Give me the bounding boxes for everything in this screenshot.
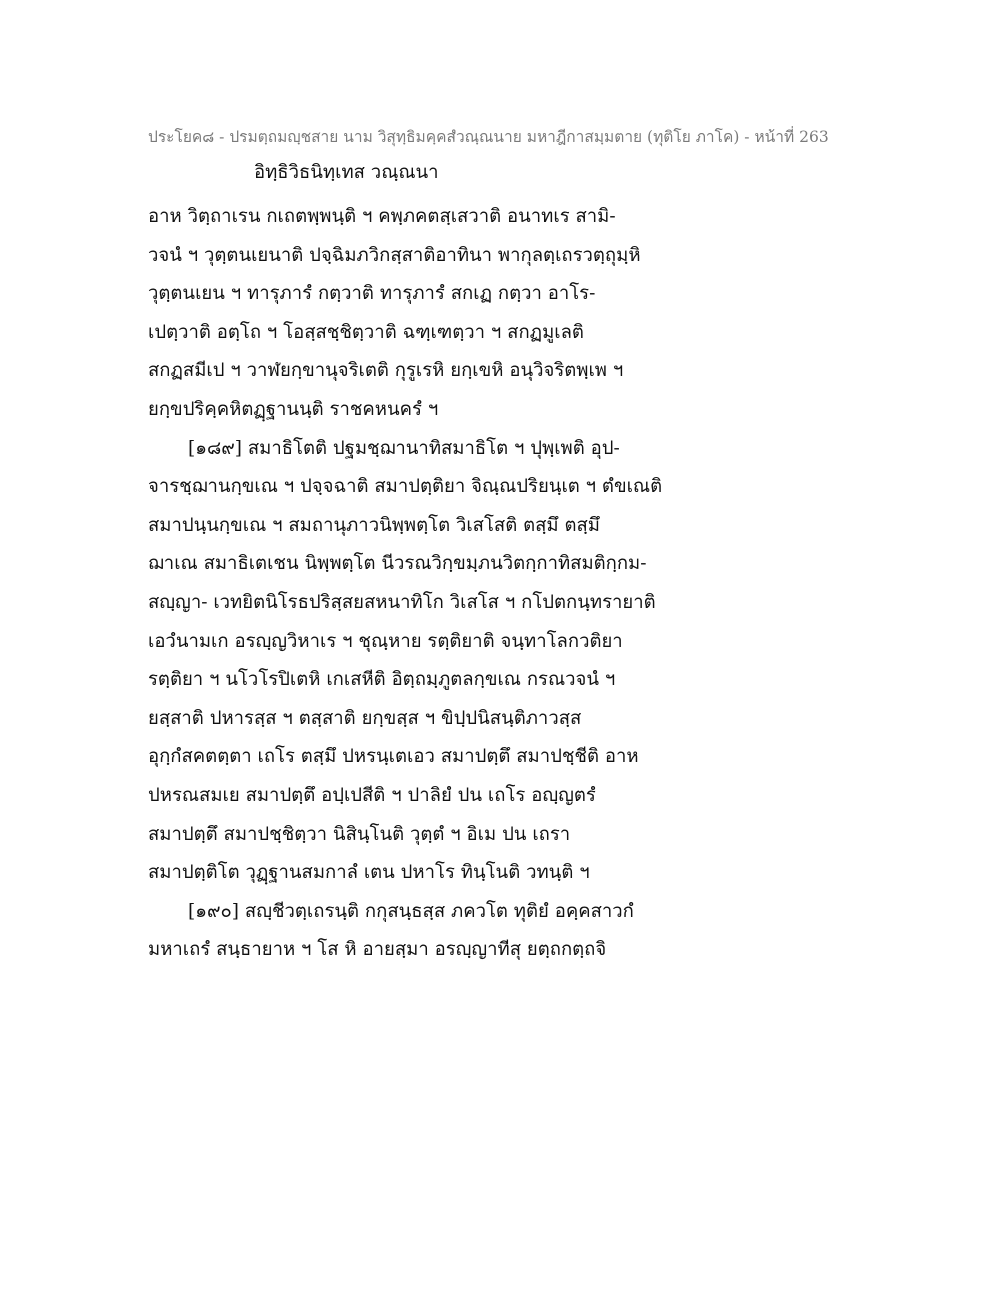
text-line: ปหรณสมเย สมาปตฺตึ อปฺเปสีติ ฯ ปาลิยํ ปน เถโร อญฺญตรํ — [148, 784, 596, 806]
text-line: เอวํนามเก อรญฺญวิหาเร ฯ ชุณฺหาย รตฺติยาติ จนฺทาโลกวติยา — [148, 630, 623, 652]
text-line: สกฏสมีเป ฯ วาฬยกฺขานุจริเตติ กุรูเรหิ ยกฺเขหิ อนุวิจริตพฺเพ ฯ — [148, 360, 624, 382]
text-line: ยกฺขปริคฺคหิตฏฺฐานนฺติ ราชคหนครํ ฯ — [148, 398, 439, 420]
text-line: ยสฺสาติ ปหารสฺส ฯ ตสฺสาติ ยกฺขสฺส ฯ ขิปฺปนิสนฺติภาวสฺส — [148, 707, 582, 729]
text-line: อุกฺกํสคตตฺตา เถโร ตสฺมึ ปหรนฺเตเอว สมาปตฺตึ สมาปชฺชีติ อาห — [148, 746, 639, 768]
text-line: สมาปตฺตึ สมาปชฺชิตฺวา นิสินฺโนติ วุตฺตํ ฯ อิเม ปน เถรา — [148, 823, 571, 845]
text-line: สมาปตฺติโต วุฏฺฐานสมกาลํ เตน ปหาโร ทินฺโนติ วทนฺติ ฯ — [148, 862, 590, 884]
text-line: เปตฺวาติ อตฺโถ ฯ โอสฺสชฺชิตฺวาติ ฉฑฺเฑตฺวา ฯ สกฏมูเลติ — [148, 321, 584, 343]
text-line: [๑๘๙] สมาธิโตติ ปฐมชฺฌานาทิสมาธิโต ฯ ปุพฺเพติ อุป- — [188, 437, 620, 459]
text-line: มหาเถรํ สนฺธายาห ฯ โส หิ อายสฺมา อรญฺญาทีสุ ยตฺถกตฺถจิ — [148, 939, 607, 961]
text-line: สมาปนฺนกฺขเณ ฯ สมถานุภาวนิพฺพตฺโต วิเสโสติ ตสฺมึ ตสฺมึ — [148, 514, 600, 536]
text-line: อาห วิตฺถาเรน กเถตพฺพนฺติ ฯ คพฺภคตสฺเสวาติ อนาทเร สามิ- — [148, 206, 616, 227]
text-line: [๑๙๐] สญฺชีวตฺเถรนฺติ กกุสนฺธสฺส ภควโต ทุติยํ อคฺคสาวกํ — [188, 900, 634, 922]
text-line: จารชฺฌานกฺขเณ ฯ ปจฺจฉาติ สมาปตฺติยา จิณฺณปริยนฺเต ฯ ตํขเณติ — [148, 476, 663, 498]
text-line: รตฺติยา ฯ นโวโรปิเตหิ เกเสหีติ อิตฺถมฺภูตลกฺขเณ กรณวจนํ ฯ — [148, 669, 616, 691]
page-header: ประโยค๘ - ปรมตฺถมญฺชสาย นาม วิสุทฺธิมคฺคสํวณฺณนาย มหาฎีกาสมฺมตาย (ทุติโย ภาโค) - หน้าที่ 263 — [148, 128, 829, 146]
text-line: วุตฺตนเยน ฯ ทารุภารํ กตฺวาติ ทารุภารํ สกเฏ กตฺวา อาโร- — [148, 283, 596, 305]
section-title: อิทฺธิวิธนิทฺเทส วณฺณนา — [254, 162, 439, 183]
text-line: สญฺญา- เวทยิตนิโรธปริสฺสยสหนาทิโก วิเสโส ฯ กโปตกนฺทรายาติ — [148, 591, 656, 613]
body-text — [148, 198, 868, 970]
text-line: ฌาเณ สมาธิเตเชน นิพฺพตฺโต นีวรณวิกฺขมฺภนวิตกฺกาทิสมติกฺกม- — [148, 553, 647, 575]
text-line: วจนํ ฯ วุตฺตนเยนาติ ปจฺฉิมภวิกสฺสาติอาทินา พากุลตฺเถรวตฺถุมฺหิ — [148, 244, 641, 266]
